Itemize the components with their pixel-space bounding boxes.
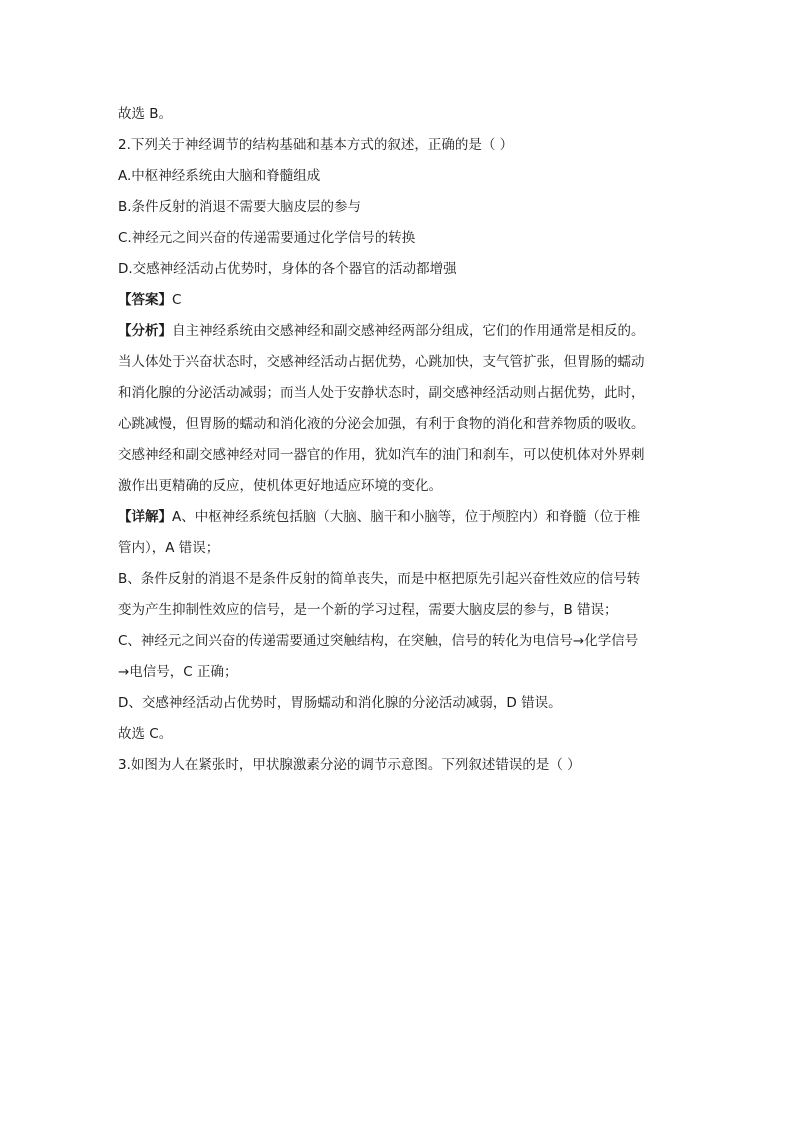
text-line: B、条件反射的消退不是条件反射的简单丧失，而是中枢把原先引起兴奋性效应的信号转 — [118, 571, 641, 587]
option-c: C.神经元之间兴奋的传递需要通过化学信号的转换 — [118, 230, 416, 246]
text-line: 当人体处于兴奋状态时，交感神经活动占据优势，心跳加快，支气管扩张，但胃肠的蠕动 — [118, 354, 645, 370]
text-line: D、交感神经活动占优势时，胃肠蠕动和消化腺的分泌活动减弱，D 错误。 — [118, 695, 562, 711]
text-line: 心跳减慢，但胃肠的蠕动和消化液的分泌会加强，有利于食物的消化和营养物质的吸收。 — [118, 416, 645, 432]
question-2-stem: 2.下列关于神经调节的结构基础和基本方式的叙述，正确的是（ ） — [118, 137, 514, 153]
answer-line — [118, 285, 678, 316]
option-b: B.条件反射的消退不需要大脑皮层的参与 — [118, 199, 362, 215]
text-line: →电信号，C 正确； — [118, 664, 238, 680]
question-3-stem: 3.如图为人在紧张时，甲状腺激素分泌的调节示意图。下列叙述错误的是（ ） — [118, 757, 581, 773]
text-line: 管内），A 错误； — [118, 540, 220, 556]
analysis-line — [118, 316, 678, 347]
text-line: 故选 C。 — [118, 726, 173, 742]
text-line: 激作出更精确的反应，使机体更好地适应环境的变化。 — [118, 478, 442, 494]
text-line: 交感神经和副交感神经对同一器官的作用，犹如汽车的油门和刹车，可以使机体对外界刺 — [118, 447, 645, 463]
option-a: A.中枢神经系统由大脑和脊髓组成 — [118, 168, 321, 184]
document-body — [118, 99, 678, 781]
text-line: 和消化腺的分泌活动减弱；而当人处于安静状态时，副交感神经活动则占据优势，此时， — [118, 385, 645, 401]
detail-line — [118, 502, 678, 533]
detail-tag: 【详解】 — [118, 509, 172, 525]
analysis-text: 自主神经系统由交感神经和副交感神经两部分组成，它们的作用通常是相反的。 — [172, 323, 645, 339]
option-d: D.交感神经活动占优势时，身体的各个器官的活动都增强 — [118, 261, 457, 277]
text-line: 故选 B。 — [118, 106, 173, 122]
text-line: 变为产生抑制性效应的信号，是一个新的学习过程，需要大脑皮层的参与，B 错误； — [118, 602, 618, 618]
analysis-tag: 【分析】 — [118, 323, 172, 339]
text-line: C、神经元之间兴奋的传递需要通过突触结构，在突触，信号的转化为电信号→化学信号 — [118, 633, 639, 649]
answer-value: C — [172, 292, 182, 308]
detail-text: A、中枢神经系统包括脑（大脑、脑干和小脑等，位于颅腔内）和脊髓（位于椎 — [172, 509, 641, 525]
answer-tag: 【答案】 — [118, 292, 172, 308]
